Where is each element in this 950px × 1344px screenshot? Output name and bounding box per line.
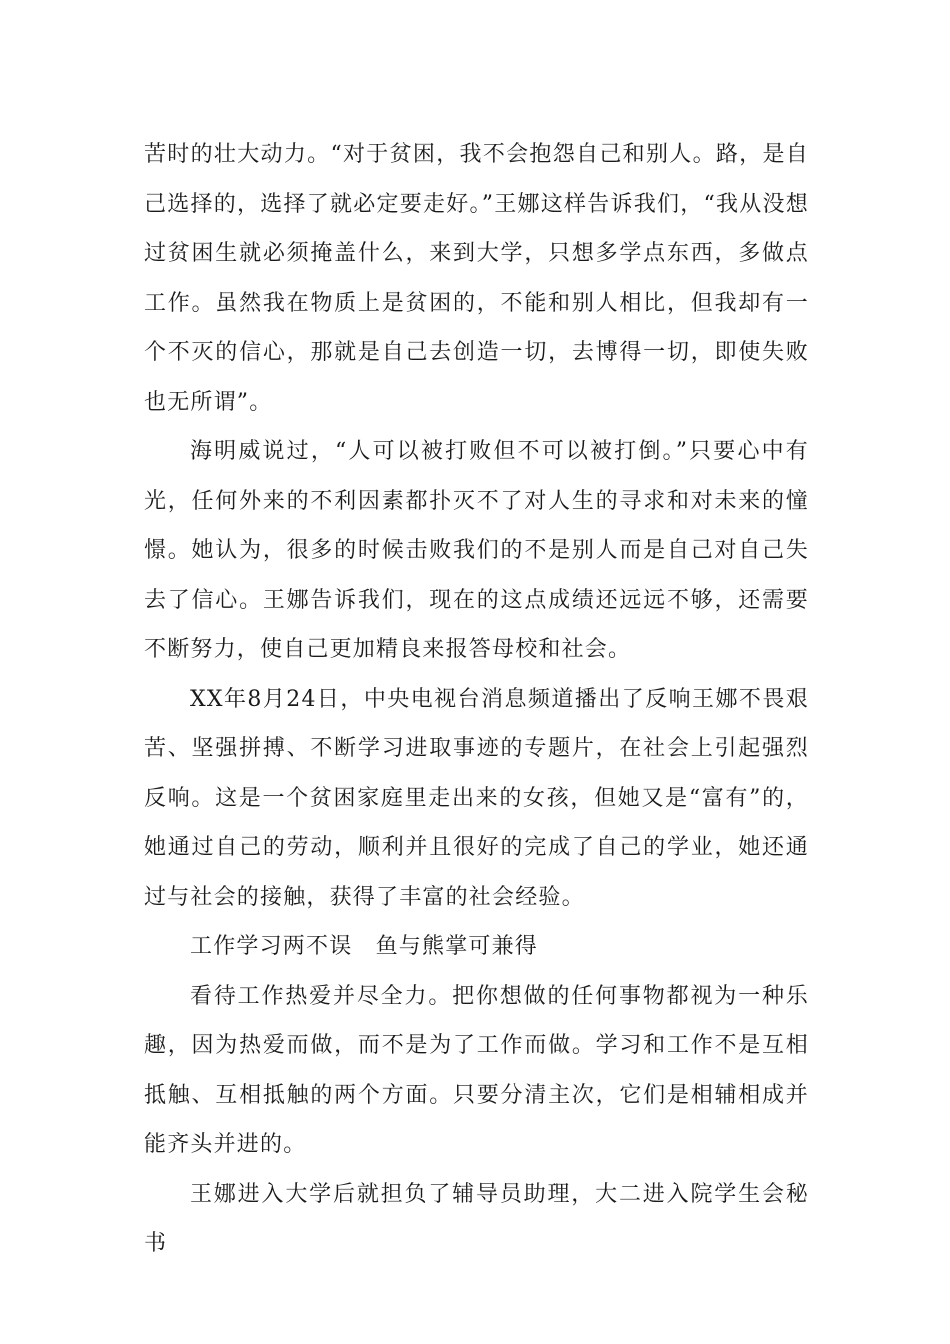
document-body	[144, 130, 809, 1269]
section-subheading: 工作学习两不误 鱼与熊掌可兼得	[190, 934, 539, 959]
paragraph-2: 海明威说过，“人可以被打败但不可以被打倒。”只要心中有光，任何外来的不利因素都扑灭不了对人生的寻求和对未来的憧憬。她认为，很多的时候击败我们的不是别人而是自己对自己失去了信心。王娜告诉我们，现在的这点成绩还远远不够，还需要不断努力，使自己更加精良来报答母校和社会。	[144, 439, 809, 662]
paragraph-1: 苦时的壮大动力。“对于贫困，我不会抱怨自己和别人。路，是自己选择的，选择了就必定要走好。”王娜这样告诉我们，“我从没想过贫困生就必须掩盖什么，来到大学，只想多学点东西，多做点工作。虽然我在物质上是贫困的，不能和别人相比，但我却有一个不灭的信心，那就是自己去创造一切，去博得一切，即使失败也无所谓”。	[144, 142, 809, 415]
paragraph-4: 看待工作热爱并尽全力。把你想做的任何事物都视为一种乐趣，因为热爱而做，而不是为了工作而做。学习和工作不是互相抵触、互相抵触的两个方面。只要分清主次，它们是相辅相成并能齐头并进的。	[144, 983, 809, 1157]
paragraph-3: XX年8月24日，中央电视台消息频道播出了反响王娜不畏艰苦、坚强拼搏、不断学习进取事迹的专题片，在社会上引起强烈反响。这是一个贫困家庭里走出来的女孩，但她又是“富有”的，她通过自己的劳动，顺利并且很好的完成了自己的学业，她还通过与社会的接触，获得了丰富的社会经验。	[144, 686, 809, 910]
paragraph-5: 王娜进入大学后就担负了辅导员助理，大二进入院学生会秘书	[144, 1181, 809, 1256]
